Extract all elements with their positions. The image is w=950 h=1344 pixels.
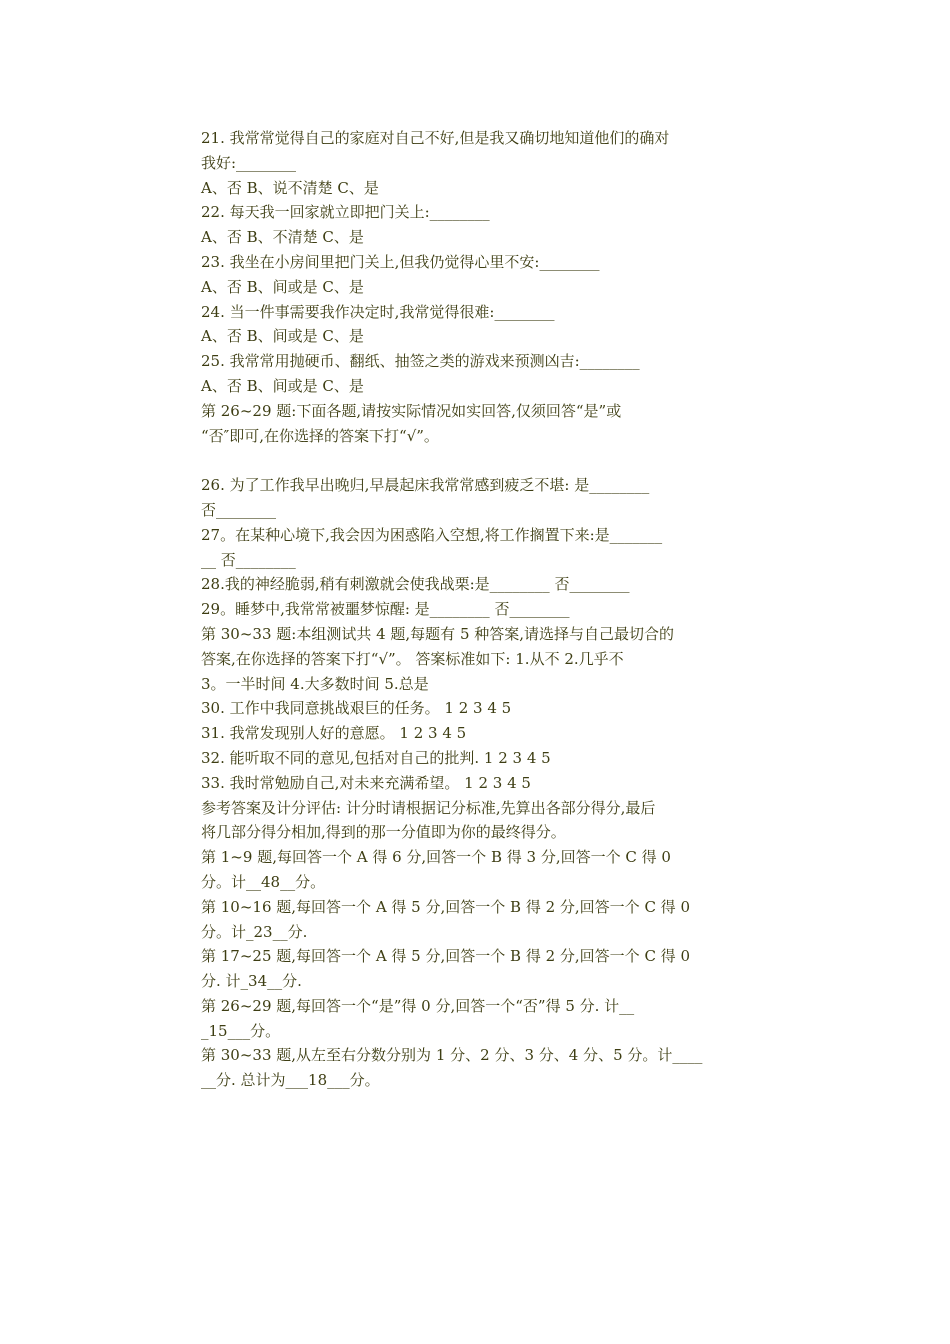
q24-text: 24. 当一件事需要我作决定时,我常觉得很难:________ xyxy=(201,302,555,321)
scoring-10-16-line-1: 第 10~16 题,每回答一个 A 得 5 分,回答一个 B 得 2 分,回答一个 C 得 0 xyxy=(201,897,690,916)
document-body xyxy=(201,126,811,1093)
q29-text: 29。睡梦中,我常常被噩梦惊醒: 是________ 否________ xyxy=(201,600,570,619)
q21-line-2: 我好:________ xyxy=(201,153,297,172)
q26-line-2: 否________ xyxy=(201,500,277,519)
scoring-30-33-line-2: __分. 总计为___18___分。 xyxy=(201,1071,380,1090)
scoring-1-9-line-2: 分。计__48__分。 xyxy=(201,872,326,891)
section-26-29-instructions-2: “否″即可,在你选择的答案下打“√”。 xyxy=(201,426,439,445)
q31-text: 31. 我常发现别人好的意愿。 1 2 3 4 5 xyxy=(201,724,467,743)
section-30-33-instructions-3: 3。一半时间 4.大多数时间 5.总是 xyxy=(201,674,429,693)
scoring-1-9-line-1: 第 1~9 题,每回答一个 A 得 6 分,回答一个 B 得 3 分,回答一个 C 得 0 xyxy=(201,848,671,867)
section-30-33-instructions-1: 第 30~33 题:本组测试共 4 题,每题有 5 种答案,请选择与自己最切合的 xyxy=(201,624,675,643)
q26-line-1: 26. 为了工作我早出晚归,早晨起床我常常感到疲乏不堪: 是________ xyxy=(201,476,650,495)
q21-options: A、否 B、说不清楚 C、是 xyxy=(201,178,379,197)
q33-text: 33. 我时常勉励自己,对未来充满希望。 1 2 3 4 5 xyxy=(201,773,531,792)
section-30-33-instructions-2: 答案,在你选择的答案下打“√”。 答案标准如下: 1.从不 2.几乎不 xyxy=(201,649,624,668)
scoring-17-25-line-2: 分. 计_34__分. xyxy=(201,972,302,991)
scoring-30-33-line-1: 第 30~33 题,从左至右分数分别为 1 分、2 分、3 分、4 分、5 分。计____ xyxy=(201,1046,703,1065)
q23-options: A、否 B、间或是 C、是 xyxy=(201,277,364,296)
q28-text: 28.我的神经脆弱,稍有刺激就会使我战栗:是________ 否________ xyxy=(201,575,630,594)
q24-options: A、否 B、间或是 C、是 xyxy=(201,327,364,346)
q25-options: A、否 B、间或是 C、是 xyxy=(201,376,364,395)
scoring-17-25-line-1: 第 17~25 题,每回答一个 A 得 5 分,回答一个 B 得 2 分,回答一个 C 得 0 xyxy=(201,947,690,966)
section-26-29-instructions-1: 第 26~29 题:下面各题,请按实际情况如实回答,仅须回答“是”或 xyxy=(201,401,622,420)
q27-line-1: 27。在某种心境下,我会因为困惑陷入空想,将工作搁置下来:是_______ xyxy=(201,525,663,544)
scoring-intro-1: 参考答案及计分评估: 计分时请根据记分标准,先算出各部分得分,最后 xyxy=(201,798,656,817)
blank-line xyxy=(201,448,811,473)
q27-line-2: __ 否________ xyxy=(201,550,296,569)
q32-text: 32. 能听取不同的意见,包括对自己的批判. 1 2 3 4 5 xyxy=(201,748,551,767)
scoring-intro-2: 将几部分得分相加,得到的那一分值即为你的最终得分。 xyxy=(201,823,566,842)
scoring-26-29-line-2: _15___分。 xyxy=(201,1021,281,1040)
q21-line-1: 21. 我常常觉得自己的家庭对自己不好,但是我又确切地知道他们的确对 xyxy=(201,129,670,147)
scoring-10-16-line-2: 分。计_23__分. xyxy=(201,922,308,941)
q22-text: 22. 每天我一回家就立即把门关上:________ xyxy=(201,203,490,222)
scoring-26-29-line-1: 第 26~29 题,每回答一个“是”得 0 分,回答一个“否”得 5 分. 计__ xyxy=(201,996,635,1015)
q25-text: 25. 我常常用抛硬币、翻纸、抽签之类的游戏来预测凶吉:________ xyxy=(201,352,640,371)
q30-text: 30. 工作中我同意挑战艰巨的任务。 1 2 3 4 5 xyxy=(201,699,512,718)
q22-options: A、否 B、不清楚 C、是 xyxy=(201,228,364,247)
q23-text: 23. 我坐在小房间里把门关上,但我仍觉得心里不安:________ xyxy=(201,252,600,271)
